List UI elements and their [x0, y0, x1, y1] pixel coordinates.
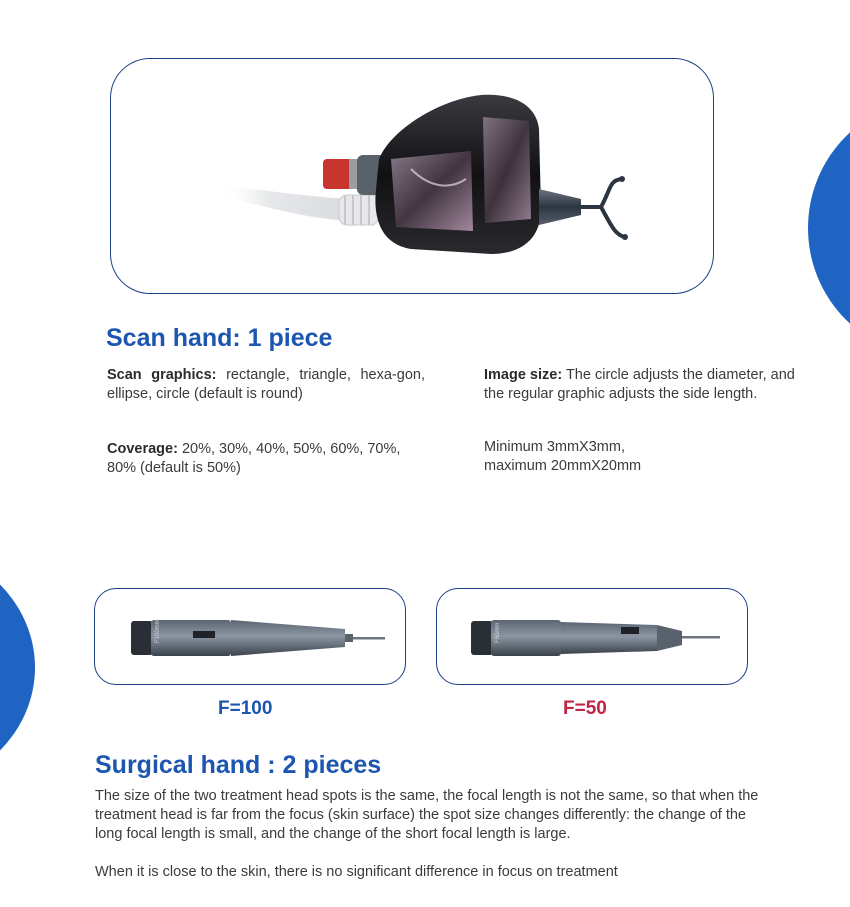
image-size-label: Image size: — [484, 367, 563, 383]
min-size: Minimum 3mmX3mm, — [484, 439, 625, 455]
scan-graphics-text — [107, 366, 425, 404]
f100-image-frame — [94, 588, 406, 685]
scan-hand-title: Scan hand: 1 piece — [106, 324, 333, 352]
f50-image-frame — [436, 588, 748, 685]
f50-engraving: F50mm — [495, 622, 501, 643]
coverage-label: Coverage: — [107, 441, 178, 457]
image-size-value: The circle adjusts the diameter, and the regular graphic adjusts the side length. — [484, 367, 795, 402]
scan-handpiece-image — [111, 59, 715, 295]
coverage-value: 20%, 30%, 40%, 50%, 60%, 70%, 80% (default is 50%) — [107, 441, 401, 476]
f100-label: F=100 — [218, 698, 273, 719]
image-size-text — [484, 366, 802, 404]
decorative-circle-right — [808, 98, 850, 358]
surgical-paragraph-2: When it is close to the skin, there is no significant difference in focus on treatment — [95, 864, 618, 880]
f50-label: F=50 — [563, 698, 607, 719]
scan-graphics-label: Scan graphics: — [107, 367, 217, 383]
surgical-hand-title: Surgical hand : 2 pieces — [95, 751, 382, 779]
max-size: maximum 20mmX20mm — [484, 458, 642, 474]
size-range-text — [484, 438, 802, 476]
decorative-circle-left — [0, 545, 35, 790]
scan-hand-image-frame — [110, 58, 714, 294]
f100-handpiece-image — [95, 589, 407, 686]
f50-handpiece-image — [437, 589, 749, 686]
f100-engraving: F100mm — [155, 619, 161, 643]
coverage-text — [107, 440, 425, 478]
surgical-paragraph-1: The size of the two treatment head spots is the same, the focal length is not the same, so that when the treatment head is far from the focus (skin surface) the spot size changes differently: the change of the long focal length is small, and the change of the short focal length is large. — [95, 788, 759, 842]
scan-graphics-value: rectangle, triangle, hexa-gon, ellipse, circle (default is round) — [107, 367, 425, 402]
